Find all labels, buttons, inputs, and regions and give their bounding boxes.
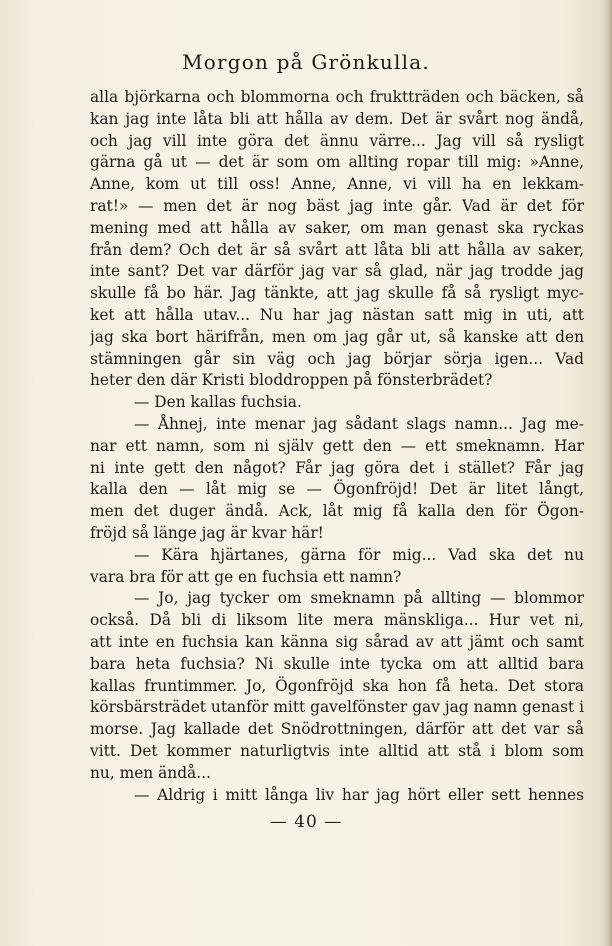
text-line: heter den där Kristi bloddroppen på fönsterbrädet? bbox=[90, 371, 493, 390]
text-line: Anne, kom ut till oss! Anne, Anne, vi vill ha en lekkam- bbox=[90, 175, 584, 194]
text-line: inte sant? Det var därför jag var så glad, när jag trodde jag bbox=[90, 262, 584, 281]
running-title: Morgon på Grönkulla. bbox=[182, 50, 430, 74]
text-line: körsbärsträdet utanför mitt gavelfönster gav jag namn genast i bbox=[90, 698, 584, 717]
page-number: — 40 — bbox=[269, 812, 343, 832]
text-line: vara bra för att ge en fuchsia ett namn? bbox=[90, 567, 402, 586]
body-text bbox=[90, 87, 584, 806]
dialogue-line: — Aldrig i mitt långa liv har jag hört eller sett hennes bbox=[134, 785, 584, 804]
text-line: och jag vill inte göra det ännu värre... Jag vill så rysligt bbox=[90, 131, 584, 150]
text-line: skulle få bo här. Jag tänkte, att jag skulle få så rysligt myc- bbox=[90, 284, 584, 303]
dialogue-line: — Åhnej, inte menar jag sådant slags namn... Jag me- bbox=[134, 414, 584, 433]
text-line: gärna gå ut — det är som om allting ropar till mig: »Anne, bbox=[90, 153, 584, 172]
text-line: men det duger ändå. Ack, låt mig få kalla den för Ögon- bbox=[90, 502, 584, 521]
text-line: kallas fruntimmer. Jo, Ögonfröjd ska hon få heta. Det stora bbox=[90, 676, 584, 695]
text-line: att inte en fuchsia kan känna sig sårad av att jämt och samt bbox=[90, 632, 584, 651]
dialogue-line: — Jo, jag tycker om smeknamn på allting — blommor bbox=[134, 589, 584, 608]
text-line: bara heta fuchsia? Ni skulle inte tycka om att alltid bara bbox=[90, 654, 584, 673]
text-line: kalla den — låt mig se — Ögonfröjd! Det är litet långt, bbox=[90, 480, 584, 499]
text-line: jag ska bort härifrån, men om jag går ut, så kanske att den bbox=[90, 327, 584, 346]
text-line: mening med att hålla av saker, om man genast ska ryckas bbox=[90, 218, 584, 237]
text-line: kan jag inte låta bli att hålla av dem. Det är svårt nog ändå, bbox=[90, 109, 584, 128]
text-line: nar ett namn, som ni själv gett den — ett smeknamn. Har bbox=[90, 436, 584, 455]
text-line: rat!» — men det är nog bäst jag inte går. Vad är det för bbox=[90, 196, 584, 215]
dialogue-line: — Kära hjärtanes, gärna för mig... Vad ska det nu bbox=[134, 545, 584, 564]
text-line: nu, men ändå... bbox=[90, 763, 211, 782]
text-line: ket att hålla utav... Nu har jag nästan satt mig in uti, att bbox=[90, 305, 584, 324]
text-line: vitt. Det kommer naturligtvis inte alltid att stå i blom som bbox=[90, 741, 584, 760]
text-line: morse. Jag kallade det Snödrottningen, därför att det var så bbox=[90, 720, 584, 739]
text-line: från dem? Och det är så svårt att låta bli att hålla av saker, bbox=[90, 240, 584, 259]
text-line: stämningen går sin väg och jag börjar sörja igen... Vad bbox=[90, 349, 584, 368]
text-line: fröjd så länge jag är kvar här! bbox=[90, 523, 324, 542]
text-line: alla björkarna och blommorna och fruktträden och bäcken, så bbox=[90, 88, 584, 106]
page-edge-shadow bbox=[602, 0, 612, 946]
dialogue-line: — Den kallas fuchsia. bbox=[134, 393, 302, 412]
text-line: också. Då bli di liksom lite mera mänskliga... Hur vet ni, bbox=[90, 611, 584, 630]
text-line: ni inte gett den något? Får jag göra det i stället? Får jag bbox=[90, 458, 584, 477]
